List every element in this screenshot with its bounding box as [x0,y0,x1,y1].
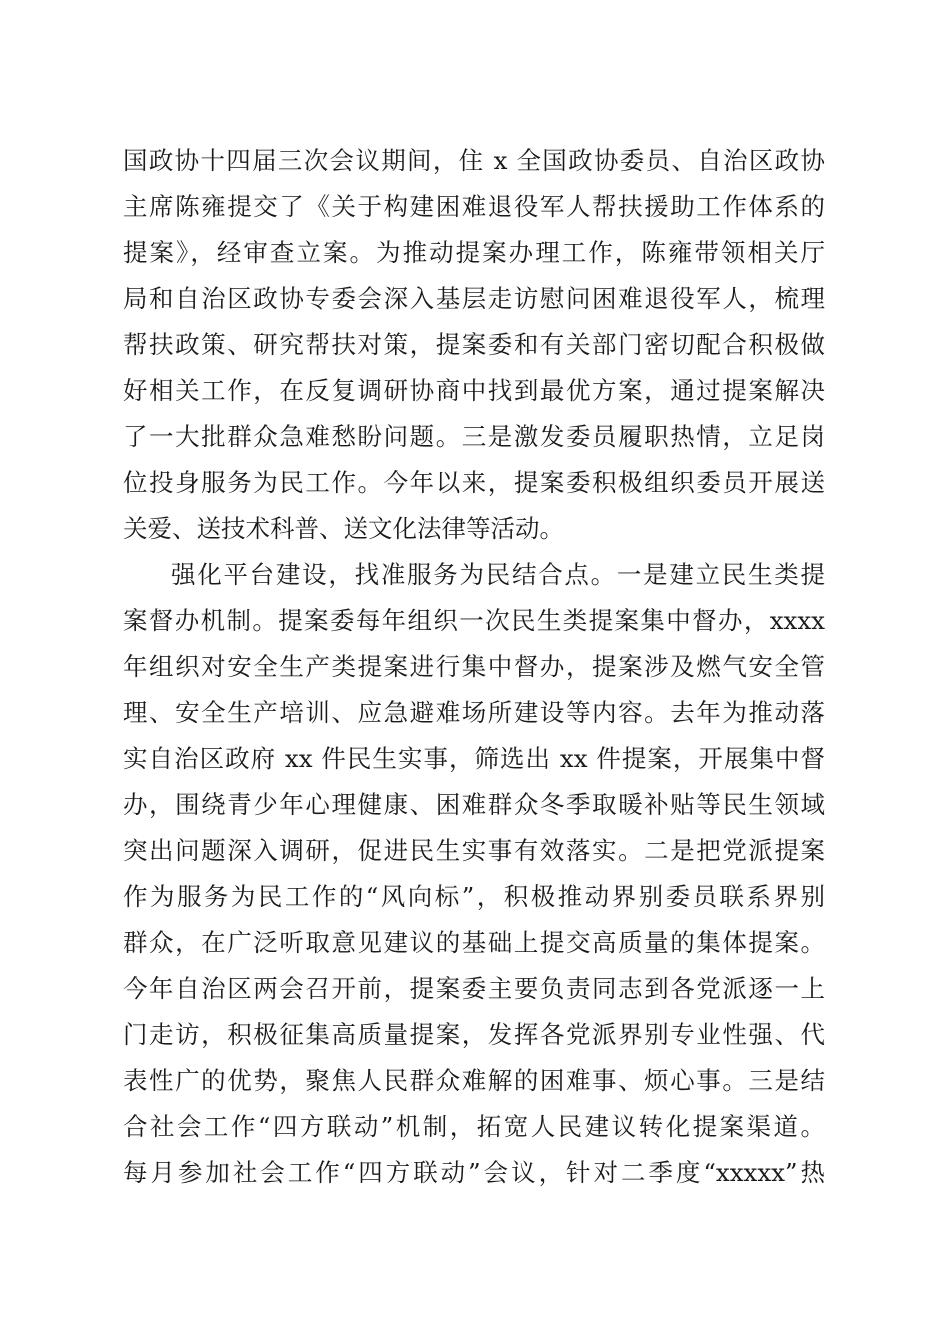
text-line: 关爱、送技术科普、送文化法律等活动。 [123,514,564,543]
text-line: 实自治区政府 xx 件民生实事，筛选出 xx 件提案，开展集中督 [123,744,825,773]
paragraph-1 [123,138,825,552]
text-line: 了一大批群众急难愁盼问题。三是激发委员履职热情，立足岗 [123,422,825,451]
text-line: 提案》，经审查立案。为推动提案办理工作，陈雍带领相关厅 [123,238,825,267]
text-line: 案督办机制。提案委每年组织一次民生类提案集中督办，xxxx [123,606,825,635]
text-line: 理、安全生产培训、应急避难场所建设等内容。去年为推动落 [123,698,825,727]
text-line: 局和自治区政协专委会深入基层走访慰问困难退役军人，梳理 [123,284,825,313]
text-line: 帮扶政策、研究帮扶对策，提案委和有关部门密切配合积极做 [123,330,825,359]
text-line: 合社会工作“四方联动”机制，拓宽人民建议转化提案渠道。 [123,1112,825,1141]
document-body [123,138,825,1196]
text-line: 突出问题深入调研，促进民生实事有效落实。二是把党派提案 [123,836,825,865]
text-line: 好相关工作，在反复调研协商中找到最优方案，通过提案解决 [123,376,825,405]
text-line: 群众，在广泛听取意见建议的基础上提交高质量的集体提案。 [123,928,825,957]
text-line: 门走访，积极征集高质量提案，发挥各党派界别专业性强、代 [123,1020,825,1049]
text-line: 表性广的优势，聚焦人民群众难解的困难事、烦心事。三是结 [123,1066,825,1095]
text-line: 位投身服务为民工作。今年以来，提案委积极组织委员开展送 [123,468,825,497]
text-line: 办，围绕青少年心理健康、困难群众冬季取暖补贴等民生领域 [123,790,825,819]
paragraph-2 [123,552,825,1196]
text-line: 国政协十四届三次会议期间，住 x 全国政协委员、自治区政协 [123,146,825,175]
text-line: 今年自治区两会召开前，提案委主要负责同志到各党派逐一上 [123,974,825,1003]
text-line: 年组织对安全生产类提案进行集中督办，提案涉及燃气安全管 [123,652,825,681]
text-line: 每月参加社会工作“四方联动”会议，针对二季度“xxxxx”热 [123,1158,825,1187]
text-line: 主席陈雍提交了《关于构建困难退役军人帮扶援助工作体系的 [123,192,825,221]
text-line: 强化平台建设，找准服务为民结合点。一是建立民生类提 [171,560,825,589]
text-line: 作为服务为民工作的“风向标”，积极推动界别委员联系界别 [123,882,825,911]
